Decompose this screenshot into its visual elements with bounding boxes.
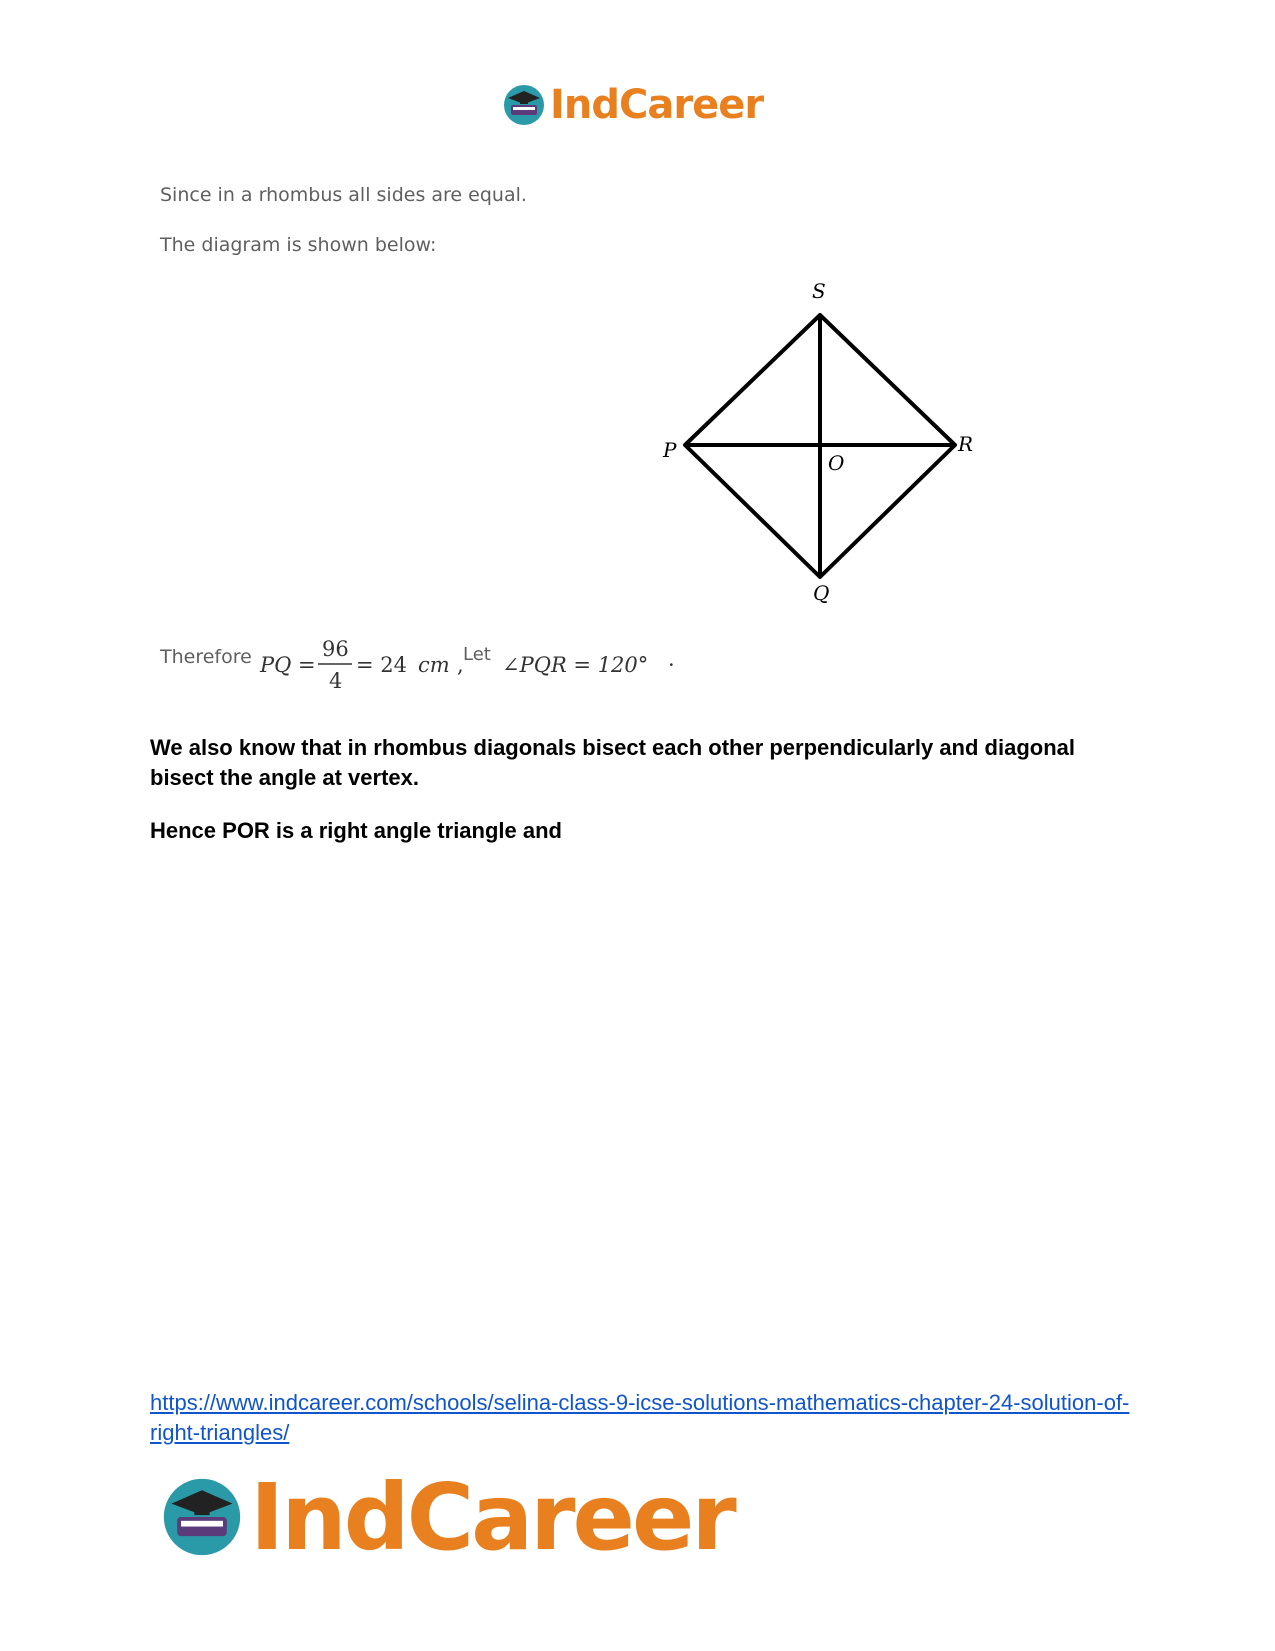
formula-denominator: 4	[329, 669, 343, 693]
paragraph: Hence POR is a right angle triangle and	[150, 818, 562, 843]
formula-row	[160, 634, 760, 694]
rhombus-diagram	[663, 275, 1040, 615]
source-link[interactable]: https://www.indcareer.com/schools/selina-class-9-icse-solutions-mathematics-chapter-24-solution-of-right-triangles/	[150, 1390, 1130, 1445]
formula-separator: ,	[457, 653, 464, 677]
vertex-label-r: R	[958, 432, 974, 456]
graduation-book-icon	[160, 1475, 244, 1559]
brand-name: IndCareer	[550, 82, 764, 128]
footer-logo	[160, 1463, 734, 1571]
formula-angle: ∠PQR = 120°	[502, 653, 649, 677]
header-logo	[502, 80, 782, 130]
formula-numerator: 96	[322, 637, 349, 661]
formula-unit: cm	[418, 653, 450, 677]
formula-end: ·	[668, 653, 675, 677]
text-line: The diagram is shown below:	[160, 234, 437, 256]
text-line: Since in a rhombus all sides are equal.	[160, 184, 527, 206]
graduation-book-icon	[502, 83, 546, 127]
center-label-o: O	[828, 451, 845, 475]
vertex-label-s: S	[812, 279, 826, 303]
therefore-label: Therefore	[160, 646, 252, 668]
paragraph: We also know that in rhombus diagonals bisect each other perpendicularly and diagonal bisect the angle at vertex.	[150, 735, 1075, 790]
vertex-label-p: P	[663, 438, 677, 462]
formula-result: = 24	[356, 653, 407, 677]
formula-image	[260, 634, 740, 694]
vertex-label-q: Q	[813, 581, 830, 605]
let-word: Let	[463, 644, 491, 665]
brand-name: IndCareer	[250, 1463, 734, 1571]
formula-lhs: PQ =	[260, 653, 316, 677]
